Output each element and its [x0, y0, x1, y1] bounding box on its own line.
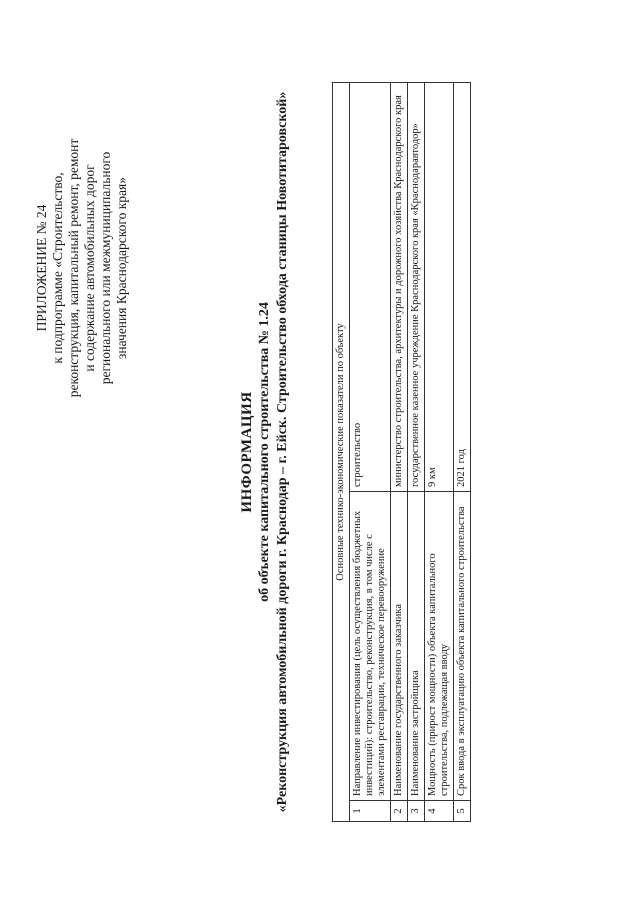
- row-number: 4: [425, 801, 454, 822]
- document-title: ИНФОРМАЦИЯ: [239, 391, 255, 513]
- table-header: Основные технико-экономические показатели по объекту: [333, 83, 350, 822]
- document-subtitle: об объекте капитального строительства № 1.24: [257, 302, 272, 602]
- row-value: 2021 год: [454, 83, 471, 492]
- table-row: [350, 83, 391, 822]
- appendix-number: ПРИЛОЖЕНИЕ № 24: [34, 204, 49, 332]
- row-value: 9 км: [425, 83, 454, 492]
- table-row: [391, 83, 408, 822]
- appendix-line: реконструкция, капитальный ремонт, ремонт: [66, 138, 81, 398]
- document-heading: [238, 22, 292, 882]
- row-number: 1: [350, 801, 391, 822]
- row-parameter: Направление инвестирования (цель осуществления бюджетных инвестиций): строительство, реконструкция, в том числе с элементами реставрации, техническое перевооружение: [350, 492, 391, 801]
- object-name: «Реконструкция автомобильной дороги г. Краснодар – г. Ейск. Строительство обхода станицы Новотитаровской»: [275, 91, 290, 813]
- appendix-line: регионального или межмуниципального: [98, 151, 113, 385]
- row-value: министерство строительства, архитектуры и дорожного хозяйства Краснодарского края: [391, 83, 408, 492]
- row-parameter: Наименование застройщика: [408, 492, 425, 801]
- row-parameter: Срок ввода в эксплуатацию объекта капитального строительства: [454, 492, 471, 801]
- document-page: [20, 22, 620, 882]
- appendix-line: и содержание автомобильных дорог: [82, 164, 97, 372]
- appendix-line: значения Краснодарского края»: [114, 177, 129, 359]
- row-value: строительство: [350, 83, 391, 492]
- row-number: 3: [408, 801, 425, 822]
- table-row: [408, 83, 425, 822]
- row-value: государственное казенное учреждение Краснодарского края «Краснодаравтодор»: [408, 83, 425, 492]
- table-row: [425, 83, 454, 822]
- row-number: 2: [391, 801, 408, 822]
- appendix-block: [34, 118, 130, 418]
- row-parameter: Мощность (прирост мощности) объекта капитального строительства, подлежащая вводу: [425, 492, 454, 801]
- appendix-line: к подпрограмме «Строительство,: [50, 172, 65, 364]
- row-number: 5: [454, 801, 471, 822]
- table-row: [454, 83, 471, 822]
- indicators-table: [332, 82, 471, 822]
- row-parameter: Наименование государственного заказчика: [391, 492, 408, 801]
